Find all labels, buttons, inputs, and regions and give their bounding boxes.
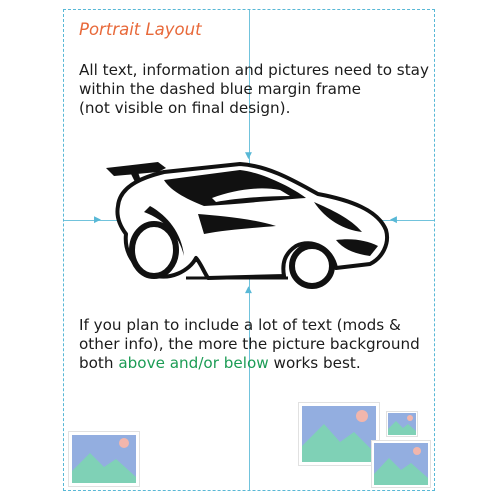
- intro-text: [79, 61, 439, 118]
- image-placeholder-icon: [68, 431, 140, 487]
- sports-car-icon: [100, 151, 400, 294]
- guide-arrow-up-icon: ▲: [245, 285, 252, 295]
- tip-line: other info), the more the picture background: [79, 335, 420, 353]
- guide-arrow-left-icon: ◀: [390, 215, 397, 225]
- intro-line: All text, information and pictures need to stay: [79, 61, 429, 79]
- tip-suffix: works best.: [268, 354, 361, 372]
- guide-arrow-right-icon: ▶: [94, 215, 101, 225]
- tip-line: If you plan to include a lot of text (mods &: [79, 316, 401, 334]
- image-placeholder-icon: [298, 402, 380, 466]
- intro-line: within the dashed blue margin frame: [79, 80, 362, 98]
- tip-text: [79, 316, 439, 373]
- tip-line: [79, 354, 439, 373]
- tip-prefix: both: [79, 354, 119, 372]
- intro-line: (not visible on final design).: [79, 99, 291, 117]
- page-title: Portrait Layout: [79, 20, 202, 39]
- guide-arrow-down-icon: ▼: [245, 151, 252, 161]
- image-placeholder-icon: [371, 440, 431, 488]
- highlight-text: above and/or below: [118, 354, 269, 372]
- image-placeholder-icon: [386, 411, 418, 437]
